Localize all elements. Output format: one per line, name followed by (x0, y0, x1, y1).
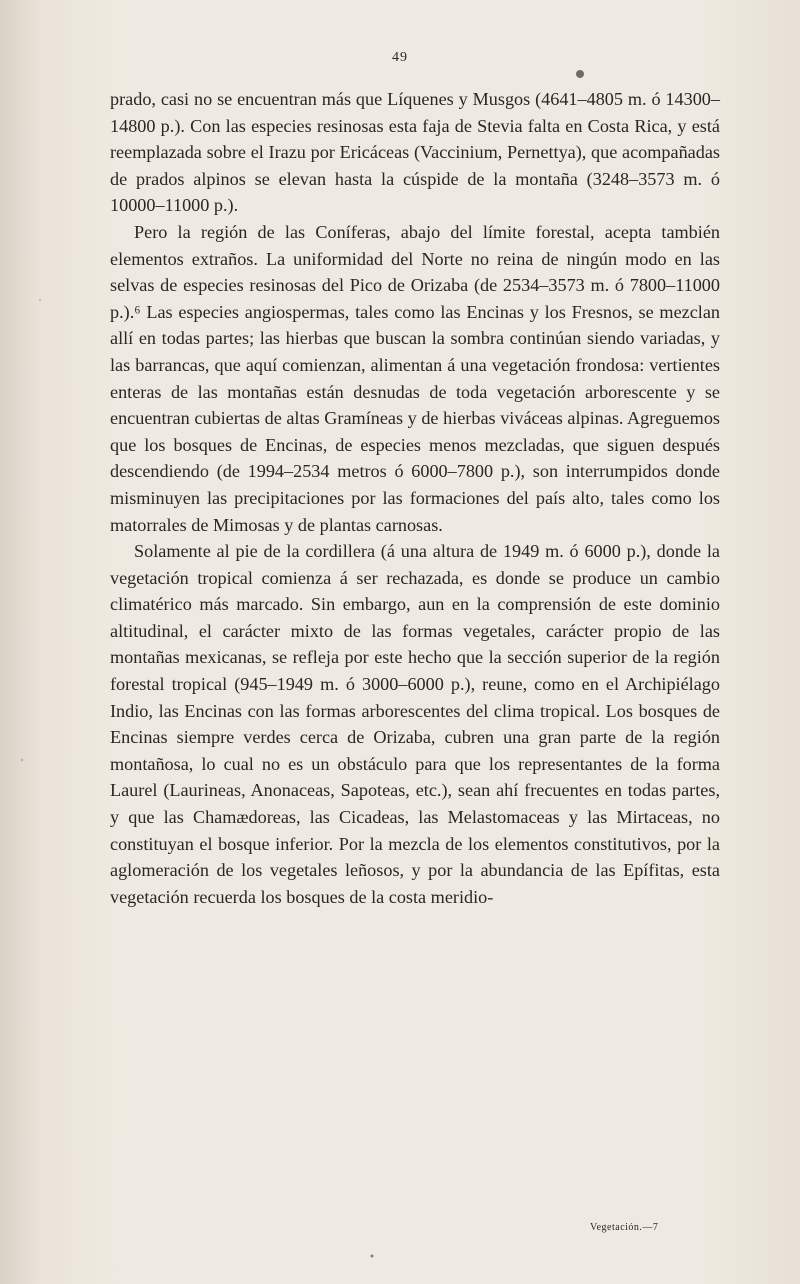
body-text (110, 86, 720, 910)
paragraph-2: Pero la región de las Coníferas, abajo del límite forestal, acepta también elementos extraños. La uniformidad del Norte no reina de ningún modo en las selvas de especies resinosas del Pico de Orizaba (de 2534–3573 m. ó 7800–11000 p.).⁶ Las especies angiospermas, tales como las Encinas y los Fresnos, se mezclan allí en todas partes; las hierbas que buscan la sombra continúan siendo variadas, y las barrancas, que aquí comienzan, alimentan á una vegetación frondosa: vertientes enteras de las montañas están desnudas de toda vegetación arborescente y se encuentran cubiertas de altas Gramíneas y de hierbas viváceas alpinas. Agreguemos que los bosques de Encinas, de especies menos mezcladas, que siguen después descendiendo (de 1994–2534 metros ó 6000–7800 p.), son interrumpidos donde misminuyen las precipitaciones por las formaciones del país alto, tales como los matorrales de Mimosas y de plantas carnosas. (110, 221, 720, 535)
signature-mark: Vegetación.—7 (590, 1222, 659, 1233)
paragraph-1: prado, casi no se encuentran más que Líquenes y Musgos (4641–4805 m. ó 14300–14800 p.). Con las especies resinosas esta faja de Stevia falta en Costa Rica, y está reemplazada sobre el Irazu por Ericáceas (Vaccinium, Pernettya), que acompañadas de prados alpinos se elevan hasta la cúspide de la montaña (3248–3573 m. ó 10000–11000 p.). (110, 89, 720, 216)
page-number: 49 (392, 50, 408, 65)
paragraph-3: Solamente al pie de la cordillera (á una altura de 1949 m. ó 6000 p.), donde la vegetación tropical comienza á ser rechazada, es donde se produce un cambio climatérico más marcado. Sin embargo, aun en la comprensión de este dominio altitudinal, el carácter mixto de las formas vegetales, carácter propio de las montañas mexicanas, se refleja por este hecho que la sección superior de la región forestal tropical (945–1949 m. ó 3000–6000 p.), reune, como en el Archipiélago Indio, las Encinas con las formas arborescentes del clima tropical. Los bosques de Encinas siempre verdes cerca de Orizaba, cubren una gran parte de la región montañosa, lo cual no es un obstáculo para que los representantes de la forma Laurel (Laurineas, Anonaceas, Sapoteas, etc.), sean ahí frecuentes en todas partes, y que las Chamædoreas, las Cicadeas, las Melastomaceas y las Mirtaceas, no constituyan el bosque inferior. Por la mezcla de los elementos constitutivos, por la aglomeración de los vegetales leñosos, y por la abundancia de las Epífitas, esta vegetación recuerda los bosques de la costa meridio- (110, 541, 720, 907)
